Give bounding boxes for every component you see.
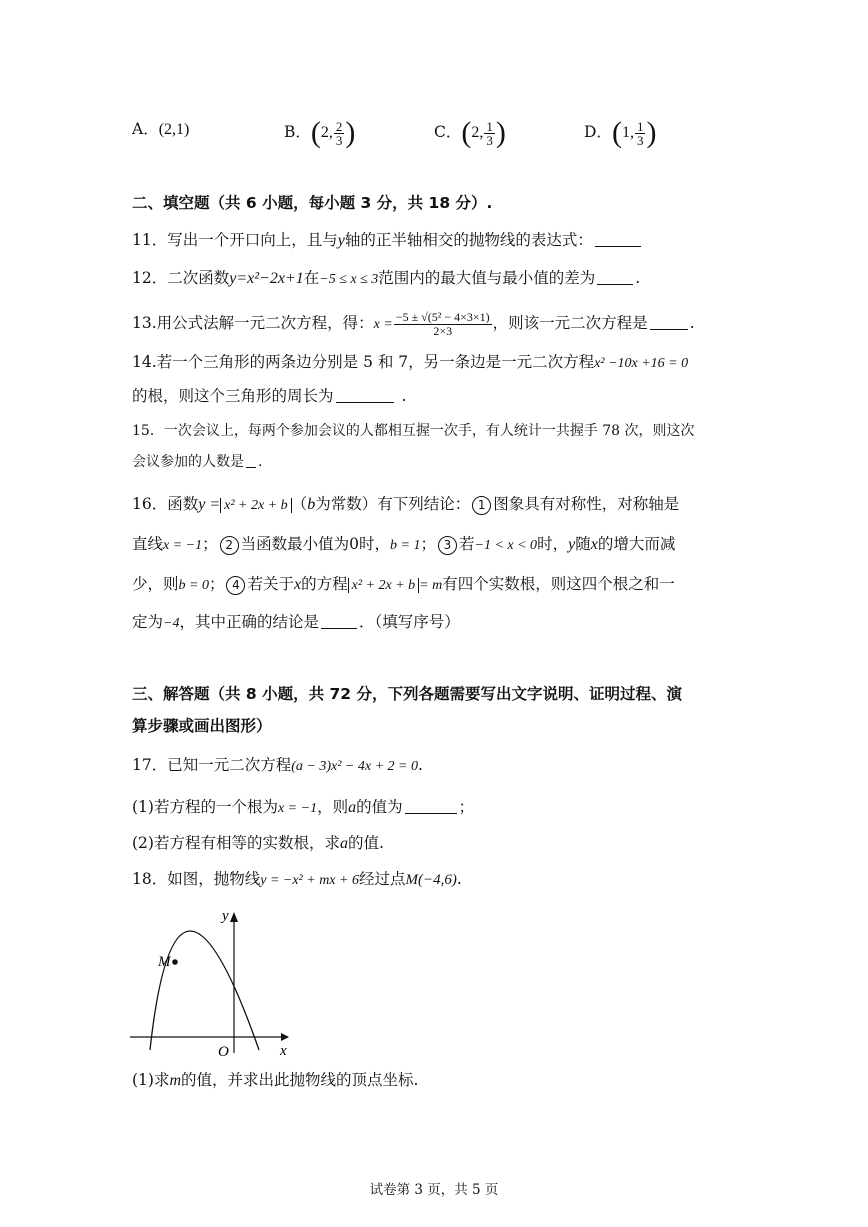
x-axis-arrow <box>281 1033 289 1041</box>
question-16-line3: 少，则b = 0； 4 若关于x的方程 x² + 2x + b = m有四个实数根，则这四个根之和一 <box>132 575 675 593</box>
question-14-line1: 14.若一个三角形的两条边分别是 5 和 7，另一条边是一元二次方程x² −10x +16 = 0 <box>132 353 689 371</box>
option-c: C．(2, $\frac{1}{3}$ ) <box>434 116 506 149</box>
question-14-line2: 的根，则这个三角形的周长为 . <box>132 387 407 405</box>
question-15-line1: 15．一次会议上，每两个参加会议的人都相互握一次手，有人统计一共握手 78 次，则这次 <box>132 423 695 439</box>
answer-blank-17[interactable] <box>405 799 457 814</box>
parabola-figure <box>126 900 301 1060</box>
point-m-label: M <box>158 954 171 970</box>
question-18: 18．如图，抛物线y = −x² + mx + 6经过点M(−4,6). <box>132 870 462 888</box>
y-axis-arrow <box>230 912 238 922</box>
answer-blank-11[interactable] <box>595 232 641 247</box>
question-16-line1: 16．函数y = x² + 2x + b （b为常数）有下列结论： 1 图象具有对称性，对称轴是 <box>132 495 680 513</box>
option-b: B．(2, $\frac{2}{3}$ ) <box>284 116 356 149</box>
answer-blank-15[interactable] <box>246 453 256 468</box>
question-16-line4: 定为−4，其中正确的结论是 ．（填写序号） <box>132 613 460 631</box>
section2-title: 二、填空题（共 6 小题，每小题 3 分，共 18 分）. <box>132 194 493 212</box>
page-footer: 试卷第 3 页，共 5 页 <box>369 1182 499 1198</box>
option-a: A．(2,1) <box>132 120 190 138</box>
question-12: 12．二次函数y=x²−2x+1在−5 ≤ x ≤ 3范围内的最大值与最小值的差为 . <box>132 269 641 287</box>
question-17-part1: (1)若方程的一个根为x = −1，则a的值为 ； <box>132 798 475 816</box>
question-16-line2: 直线x = −1； 2 当函数最小值为0时，b = 1； 3 若−1 < x < 0时，y随x的增大而减 <box>132 535 676 553</box>
answer-blank-14[interactable] <box>336 388 394 403</box>
answer-blank-16[interactable] <box>321 614 357 629</box>
question-17-part2: (2)若方程有相等的实数根，求a的值. <box>132 834 384 852</box>
section3-title-line1: 三、解答题（共 8 小题，共 72 分，下列各题需要写出文字说明、证明过程、演 <box>132 685 682 703</box>
question-17: 17．已知一元二次方程(a − 3)x² − 4x + 2 = 0. <box>132 756 423 774</box>
section3-title-line2: 算步骤或画出图形） <box>132 717 272 735</box>
parabola-curve <box>150 931 259 1050</box>
option-d: D．(1, $\frac{1}{3}$ ) <box>584 116 657 149</box>
answer-blank-12[interactable] <box>597 270 633 285</box>
question-13: 13.用公式法解一元二次方程，得：x = $\frac{\text{−5 ± √(5² − 4×3×1)}}{2\times 3}$ ，则该一元二次方程是 . <box>132 309 695 338</box>
x-axis-label: x <box>280 1043 287 1059</box>
point-m <box>172 959 178 965</box>
origin-label: O <box>218 1044 229 1060</box>
y-axis-label: y <box>222 908 229 924</box>
question-11: 11．写出一个开口向上，且与y轴的正半轴相交的抛物线的表达式： <box>132 230 643 251</box>
question-15-line2: 会议参加的人数是 . <box>132 454 263 470</box>
answer-blank-13[interactable] <box>650 315 688 330</box>
question-18-part1: (1)求m的值，并求出此抛物线的顶点坐标. <box>132 1071 419 1089</box>
